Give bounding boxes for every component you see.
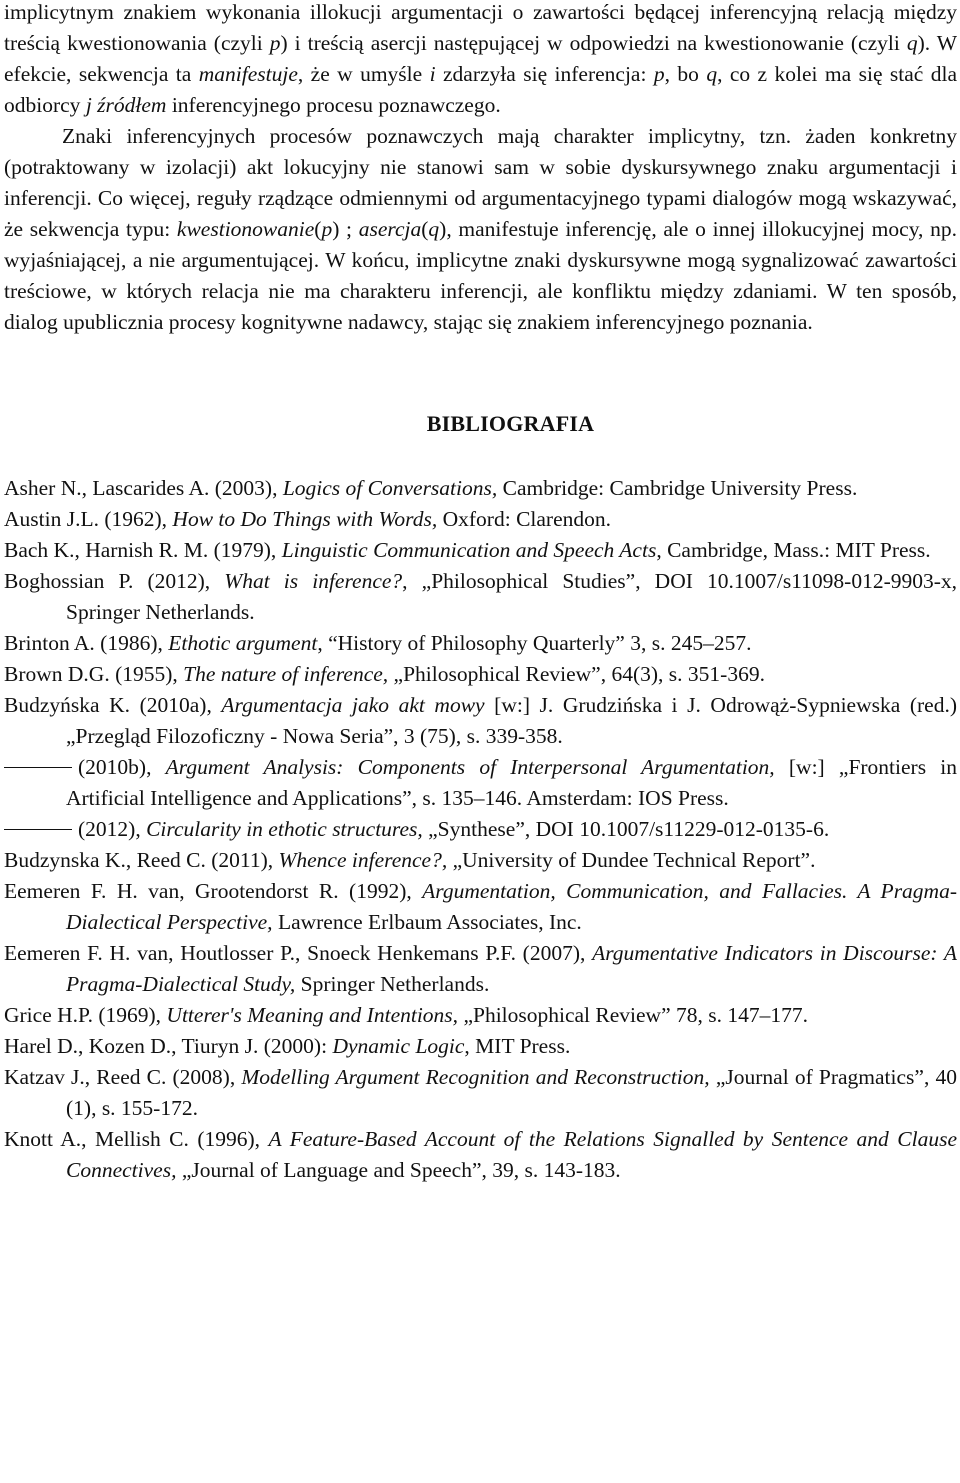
italic-text: manifestuje <box>198 62 298 86</box>
text-run: „University of Dundee Technical Report”. <box>447 848 816 872</box>
italic-text: Argumentation, Communication, and Fallacies. A Pragma-Dialectical Perspective, <box>66 879 957 934</box>
text-run: Budzynska K., Reed C. (2011), <box>4 848 279 872</box>
italic-text: asercja <box>358 217 422 241</box>
text-run: (2012), <box>78 817 147 841</box>
bibliography-entry <box>4 1031 957 1062</box>
text-run: ( <box>314 217 322 241</box>
text-run: Cambridge: Cambridge University Press. <box>497 476 858 500</box>
text-run: „Synthese”, DOI 10.1007/s11229-012-0135-6. <box>422 817 830 841</box>
text-run: ). W efekcie, sekwencja ta <box>4 31 957 86</box>
italic-text: What is inference? <box>224 569 403 593</box>
text-run: Budzyńska K. (2010a), <box>4 693 222 717</box>
text-run: Znaki inferencyjnych procesów poznawczych mają charakter implicytny, tzn. żaden konkretny (potraktowany w izolacji) akt lokucyjny nie stanowi sam w sobie dyskursywnego znaku argumentacji i inferencji. Co więcej, reguły rządzące odmiennymi od argumentacyjnego typami dialogów mogą wskazywać, że sekwencja typu: <box>4 124 957 241</box>
text-run: Eemeren F. H. van, Grootendorst R. (1992), <box>4 879 423 903</box>
text-run: implicytnym znakiem wykonania illokucji argumentacji o zawartości będącej inferencyjną relacją między treścią kwestionowania (czyli <box>4 0 957 55</box>
repeat-author-dash <box>4 829 72 830</box>
bibliography-entry <box>4 845 957 876</box>
bibliography-entry <box>4 628 957 659</box>
text-run: [w:] „Frontiers in Artificial Intelligence and Applications”, s. 135–146. Amsterdam: IOS Press. <box>66 755 957 810</box>
italic-text: A Feature-Based Account of the Relations Signalled by Sentence and Clause Connectives, <box>66 1127 957 1182</box>
text-run: , co z kolei ma się stać dla odbiorcy <box>4 62 958 117</box>
text-run: Eemeren F. H. van, Houtlosser P., Snoeck Henkemans P.F. (2007), <box>4 941 593 965</box>
text-run: Bach K., Harnish R. M. (1979), <box>4 538 282 562</box>
bibliography-entry <box>4 690 957 752</box>
bibliography-entry <box>4 535 957 566</box>
italic-text: Whence inference?, <box>278 848 448 872</box>
bibliography-entry <box>4 814 957 845</box>
italic-text: Linguistic Communication and Speech Acts <box>281 538 657 562</box>
italic-text: p <box>269 31 281 55</box>
italic-text: q <box>906 31 918 55</box>
text-run: ( <box>421 217 429 241</box>
bibliography-entry <box>4 938 957 1000</box>
text-run: Grice H.P. (1969), <box>4 1003 167 1027</box>
text-run: Katzav J., Reed C. (2008), <box>4 1065 242 1089</box>
body-paragraph-2 <box>4 121 957 338</box>
text-run: [w:] J. Grudzińska i J. Odrowąż-Sypniewska (red.) „Przegląd Filozoficzny - Nowa Seria”, 3 (75), s. 339-358. <box>66 693 958 748</box>
text-run: ), manifestuje inferencję, ale o innej illokucyjnej mocy, np. wyjaśniającej, a nie argumentującej. W końcu, implicytne znaki dyskursywne mogą sygnalizować zawartości treściowe, w których relacja nie ma charakteru inferencji, ale konfliktu między zdaniami. W ten sposób, dialog upublicznia procesy kognitywne nadawcy, stając się znakiem inferencyjnego poznania. <box>4 217 957 334</box>
bibliography-entry <box>4 1062 957 1124</box>
bibliography-list <box>4 473 957 1186</box>
text-run: „Philosophical Review” 78, s. 147–177. <box>458 1003 808 1027</box>
text-run: ) i treścią asercji następującej w odpowiedzi na kwestionowanie (czyli <box>280 31 907 55</box>
text-run: Boghossian P. (2012), <box>4 569 225 593</box>
text-run: (2010b), <box>78 755 166 779</box>
text-run: , Cambridge, Mass.: MIT Press. <box>656 538 931 562</box>
italic-text: q <box>706 62 718 86</box>
text-run: Springer Netherlands. <box>295 972 490 996</box>
bibliography-entry <box>4 752 957 814</box>
text-run: , MIT Press. <box>464 1034 571 1058</box>
italic-text: Logics of Conversations, <box>282 476 498 500</box>
italic-text: Dynamic Logic <box>332 1034 465 1058</box>
bibliography-entry <box>4 876 957 938</box>
italic-text: p <box>653 62 665 86</box>
italic-text: The nature of inference, <box>183 662 389 686</box>
text-run: „Journal of Language and Speech”, 39, s. 143-183. <box>176 1158 621 1182</box>
repeat-author-dash <box>4 767 72 768</box>
text-run: zdarzyła się inferencja: <box>435 62 654 86</box>
bibliography-entry <box>4 473 957 504</box>
text-run: , bo <box>664 62 707 86</box>
text-run: „Philosophical Review”, 64(3), s. 351-369. <box>388 662 765 686</box>
italic-text: q <box>428 217 440 241</box>
text-run: ) ; <box>332 217 359 241</box>
bibliography-entry <box>4 504 957 535</box>
text-run: Lawrence Erlbaum Associates, Inc. <box>272 910 582 934</box>
text-run: Brinton A. (1986), <box>4 631 169 655</box>
italic-text: Argumentacja jako akt mowy <box>221 693 485 717</box>
text-run: , że w umyśle <box>297 62 430 86</box>
italic-text: p <box>321 217 333 241</box>
bibliography-heading: BIBLIOGRAFIA <box>426 411 595 436</box>
italic-text: Argument Analysis: Components of Interpersonal Argumentation, <box>165 755 775 779</box>
bibliography-entry <box>4 566 957 628</box>
italic-text: i <box>429 62 436 86</box>
text-run: Oxford: Clarendon. <box>437 507 612 531</box>
bibliography-entry <box>4 1124 957 1186</box>
italic-text: How to Do Things with Words, <box>172 507 438 531</box>
italic-text: Ethotic argument <box>168 631 318 655</box>
italic-text: Argumentative Indicators in Discourse: A Pragma-Dialectical Study, <box>66 941 957 996</box>
italic-text: Circularity in ethotic structures, <box>146 817 423 841</box>
italic-text: Modelling Argument Recognition and Reconstruction, <box>241 1065 710 1089</box>
italic-text: kwestionowanie <box>176 217 315 241</box>
body-paragraph-1 <box>4 0 957 121</box>
text-run: , „Philosophical Studies”, DOI 10.1007/s11098-012-9903-x, Springer Netherlands. <box>66 569 958 624</box>
text-run: inferencyjnego procesu poznawczego. <box>166 93 501 117</box>
text-run: Brown D.G. (1955), <box>4 662 184 686</box>
text-run: „Journal of Pragmatics”, 40 (1), s. 155-172. <box>66 1065 957 1120</box>
text-run: , “History of Philosophy Quarterly” 3, s. 245–257. <box>317 631 752 655</box>
italic-text: j źródłem <box>85 93 167 117</box>
text-run: Asher N., Lascarides A. (2003), <box>4 476 283 500</box>
text-run: Harel D., Kozen D., Tiuryn J. (2000): <box>4 1034 333 1058</box>
text-run: Knott A., Mellish C. (1996), <box>4 1127 269 1151</box>
text-run: Austin J.L. (1962), <box>4 507 173 531</box>
italic-text: Utterer's Meaning and Intentions, <box>166 1003 459 1027</box>
bibliography-entry <box>4 659 957 690</box>
bibliography-entry <box>4 1000 957 1031</box>
